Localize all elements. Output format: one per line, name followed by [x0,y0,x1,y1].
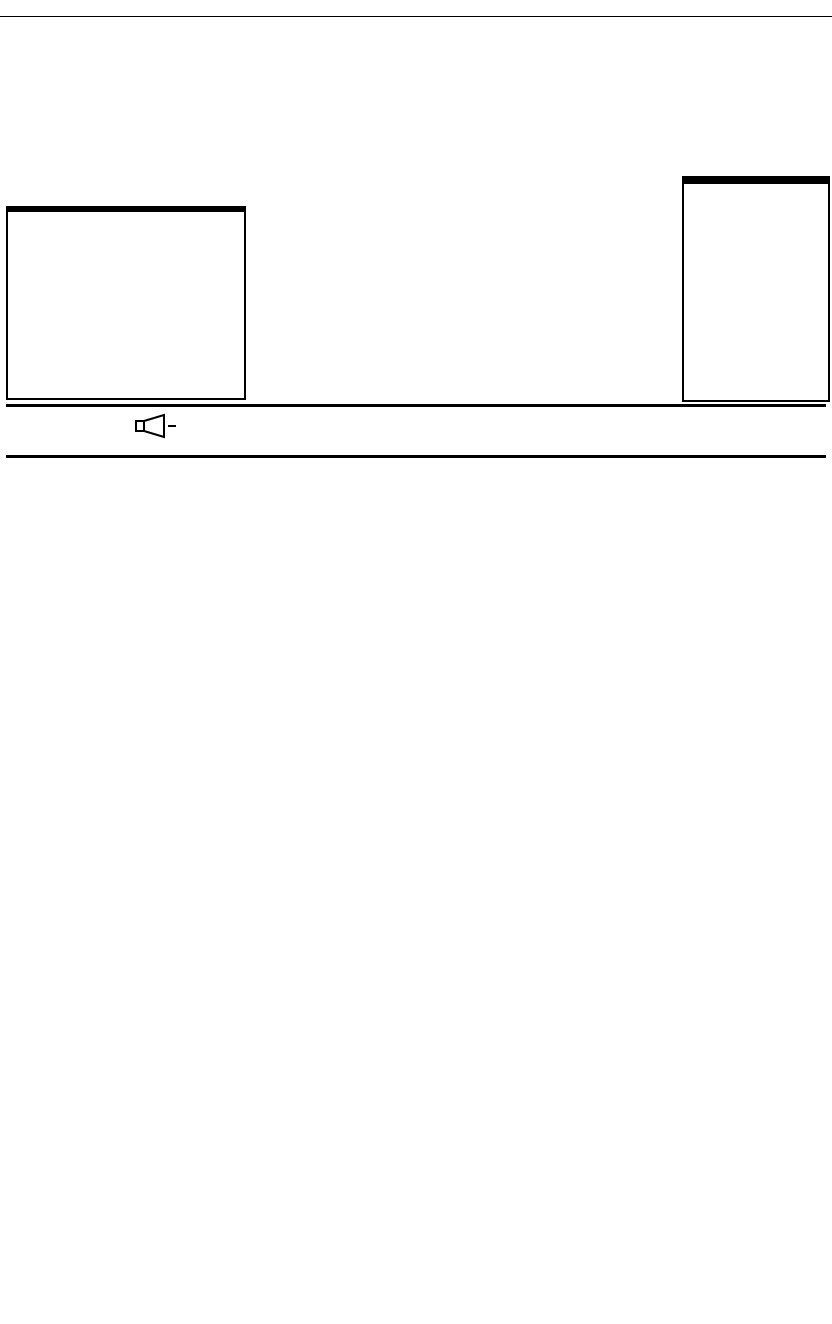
promo-phone [684,204,828,212]
home-service-guide-banner [6,404,826,458]
promo-text [8,228,244,240]
service-guide-listings [6,460,826,1318]
sesame-street-promo [6,206,246,400]
megaphone-icon [134,413,178,439]
red-wing-promo [682,176,830,402]
promo-text [684,194,828,204]
promo-phone [8,240,244,256]
running-header [0,6,832,17]
